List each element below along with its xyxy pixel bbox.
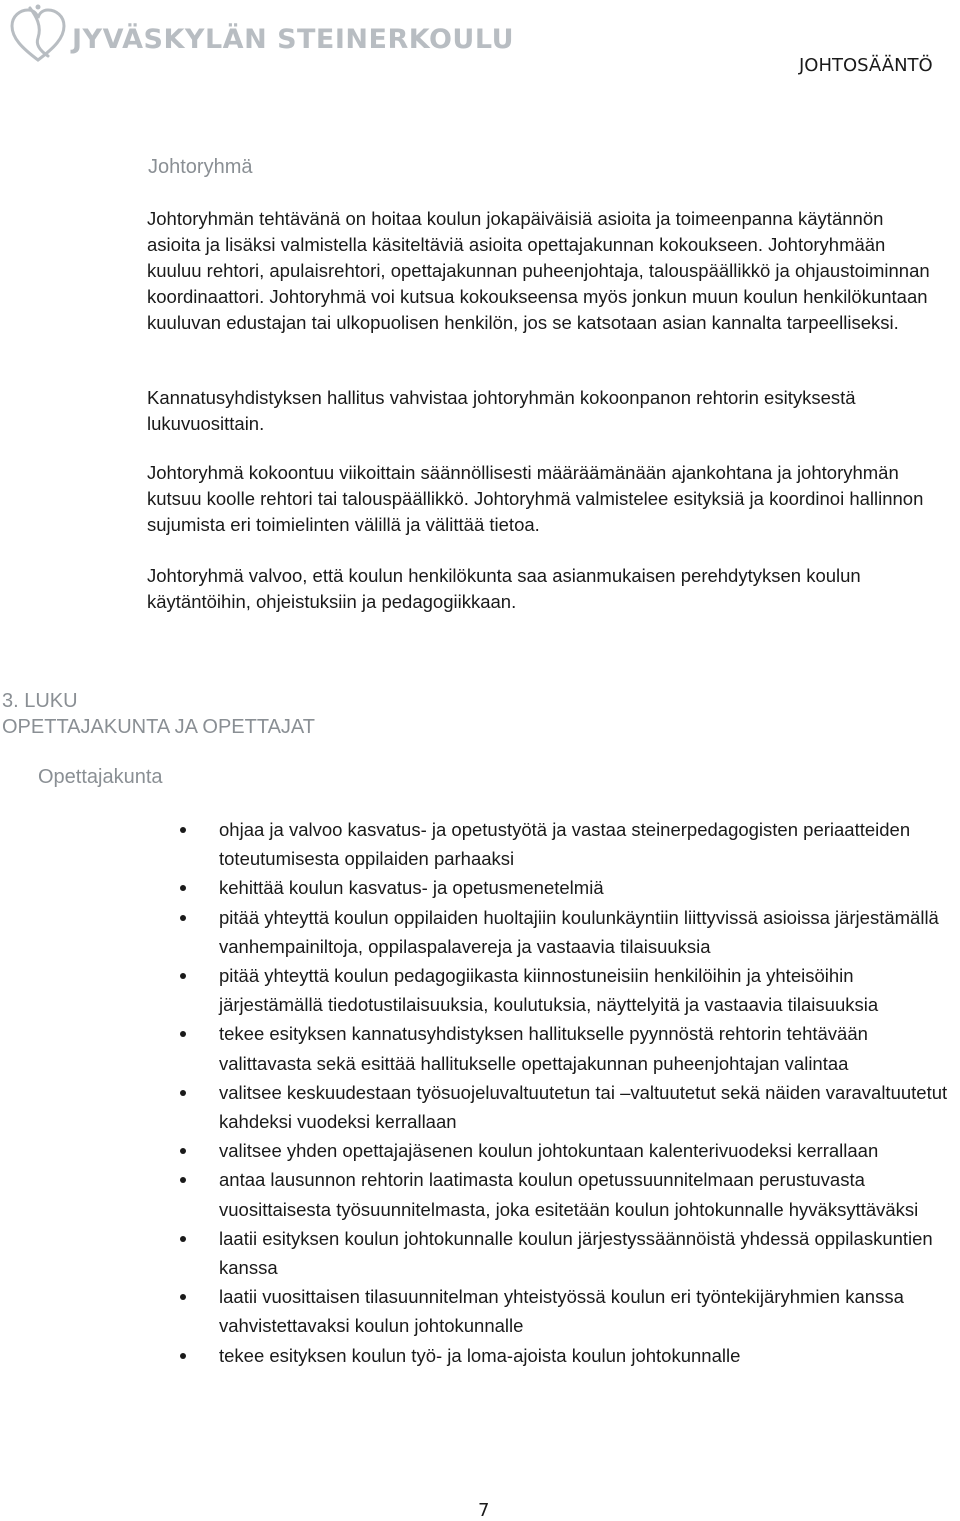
- page-number: 7: [478, 1500, 490, 1521]
- chapter-title: OPETTAJAKUNTA JA OPETTAJAT: [2, 716, 316, 738]
- duties-list: [0, 815, 960, 1370]
- bullet-icon: [180, 915, 186, 921]
- list-item: valitsee keskuudestaan työsuojeluvaltuutetun tai –valtuutetut sekä näiden varavaltuutetut kahdeksi vuodeksi kerrallaan: [0, 1078, 960, 1136]
- bullet-icon: [180, 1090, 186, 1096]
- bullet-icon: [180, 827, 186, 833]
- paragraph-2: Kannatusyhdistyksen hallitus vahvistaa johtoryhmän kokoonpanon rehtorin esityksestä lukuvuosittain.: [147, 387, 856, 434]
- list-item: pitää yhteyttä koulun oppilaiden huoltajiin koulunkäyntiin liittyvissä asioissa järjestämällä vanhempainiltoja, oppilaspalavereja ja vastaavia tilaisuuksia: [0, 903, 960, 961]
- list-item: laatii vuosittaisen tilasuunnitelman yhteistyössä koulun eri työntekijäryhmien kanssa vahvistettavaksi koulun johtokunnalle: [0, 1282, 960, 1340]
- bullet-icon: [180, 1177, 186, 1183]
- bullet-icon: [180, 1236, 186, 1242]
- list-item: antaa lausunnon rehtorin laatimasta koulun opetussuunnitelmaan perustuvasta vuosittaisesta työsuunnitelmasta, joka esitetään koulun johtokunnalle hyväksyttäväksi: [0, 1165, 960, 1223]
- list-item: tekee esityksen koulun työ- ja loma-ajoista koulun johtokunnalle: [0, 1341, 960, 1370]
- list-item: tekee esityksen kannatusyhdistyksen hallitukselle pyynnöstä rehtorin tehtävään valittavasta sekä esittää hallitukselle opettajakunnan puheenjohtajan valintaa: [0, 1019, 960, 1077]
- paragraph-1: Johtoryhmän tehtävänä on hoitaa koulun jokapäiväisiä asioita ja toimeenpanna käytännön asioita ja lisäksi valmistella käsiteltäviä asioita opettajakunnan kokoukseen. Johtoryhmään kuuluu rehtori, apulaisrehtori, opettajakunnan puheenjohtaja, talouspäällikkö ja ohjaustoiminnan koordinaattori. Johtoryhmä voi kutsua kokoukseensa myös jonkun muun koulun henkilökuntaan kuuluvan edustajan tai ulkopuolisen henkilön, jos se katsotaan asian kannalta tarpeelliseksi.: [147, 208, 930, 333]
- heart-logo-icon: [8, 4, 68, 66]
- bullet-icon: [180, 1294, 186, 1300]
- chapter-number: 3. LUKU: [2, 690, 78, 712]
- list-item: pitää yhteyttä koulun pedagogiikasta kiinnostuneisiin henkilöihin ja yhteisöihin järjestämällä tiedotustilaisuuksia, koulutuksia, näyttelyitä ja vastaavia tilaisuuksia: [0, 961, 960, 1019]
- school-logo: [8, 4, 515, 66]
- document-title: JOHTOSÄÄNTÖ: [799, 55, 933, 76]
- page-header: [0, 0, 960, 80]
- list-item: ohjaa ja valvoo kasvatus- ja opetustyötä ja vastaa steinerpedagogisten periaatteiden toteutumisesta oppilaiden parhaaksi: [0, 815, 960, 873]
- bullet-icon: [180, 1031, 186, 1037]
- list-item: valitsee yhden opettajajäsenen koulun johtokuntaan kalenterivuodeksi kerrallaan: [0, 1136, 960, 1165]
- section-heading-johtoryhma: Johtoryhmä: [148, 156, 253, 178]
- list-item: laatii esityksen koulun johtokunnalle koulun järjestyssäännöistä yhdessä oppilaskuntien kanssa: [0, 1224, 960, 1282]
- bullet-icon: [180, 973, 186, 979]
- bullet-icon: [180, 1148, 186, 1154]
- section-title-opettajakunta: Opettajakunta: [38, 766, 163, 788]
- bullet-icon: [180, 1353, 186, 1359]
- bullet-icon: [180, 885, 186, 891]
- logo-text: JYVÄSKYLÄN STEINERKOULU: [72, 24, 515, 55]
- paragraph-3: Johtoryhmä kokoontuu viikoittain säännöllisesti määräämänään ajankohtana ja johtoryhmän kutsuu koolle rehtori tai talouspäällikkö. Johtoryhmä valmistelee esityksiä ja koordinoi hallinnon sujumista eri toimielinten välillä ja välittää tietoa.: [147, 462, 924, 535]
- paragraph-4: Johtoryhmä valvoo, että koulun henkilökunta saa asianmukaisen perehdytyksen koulun käytäntöihin, ohjeistuksiin ja pedagogiikkaan.: [147, 565, 861, 612]
- list-item: kehittää koulun kasvatus- ja opetusmenetelmiä: [0, 873, 960, 902]
